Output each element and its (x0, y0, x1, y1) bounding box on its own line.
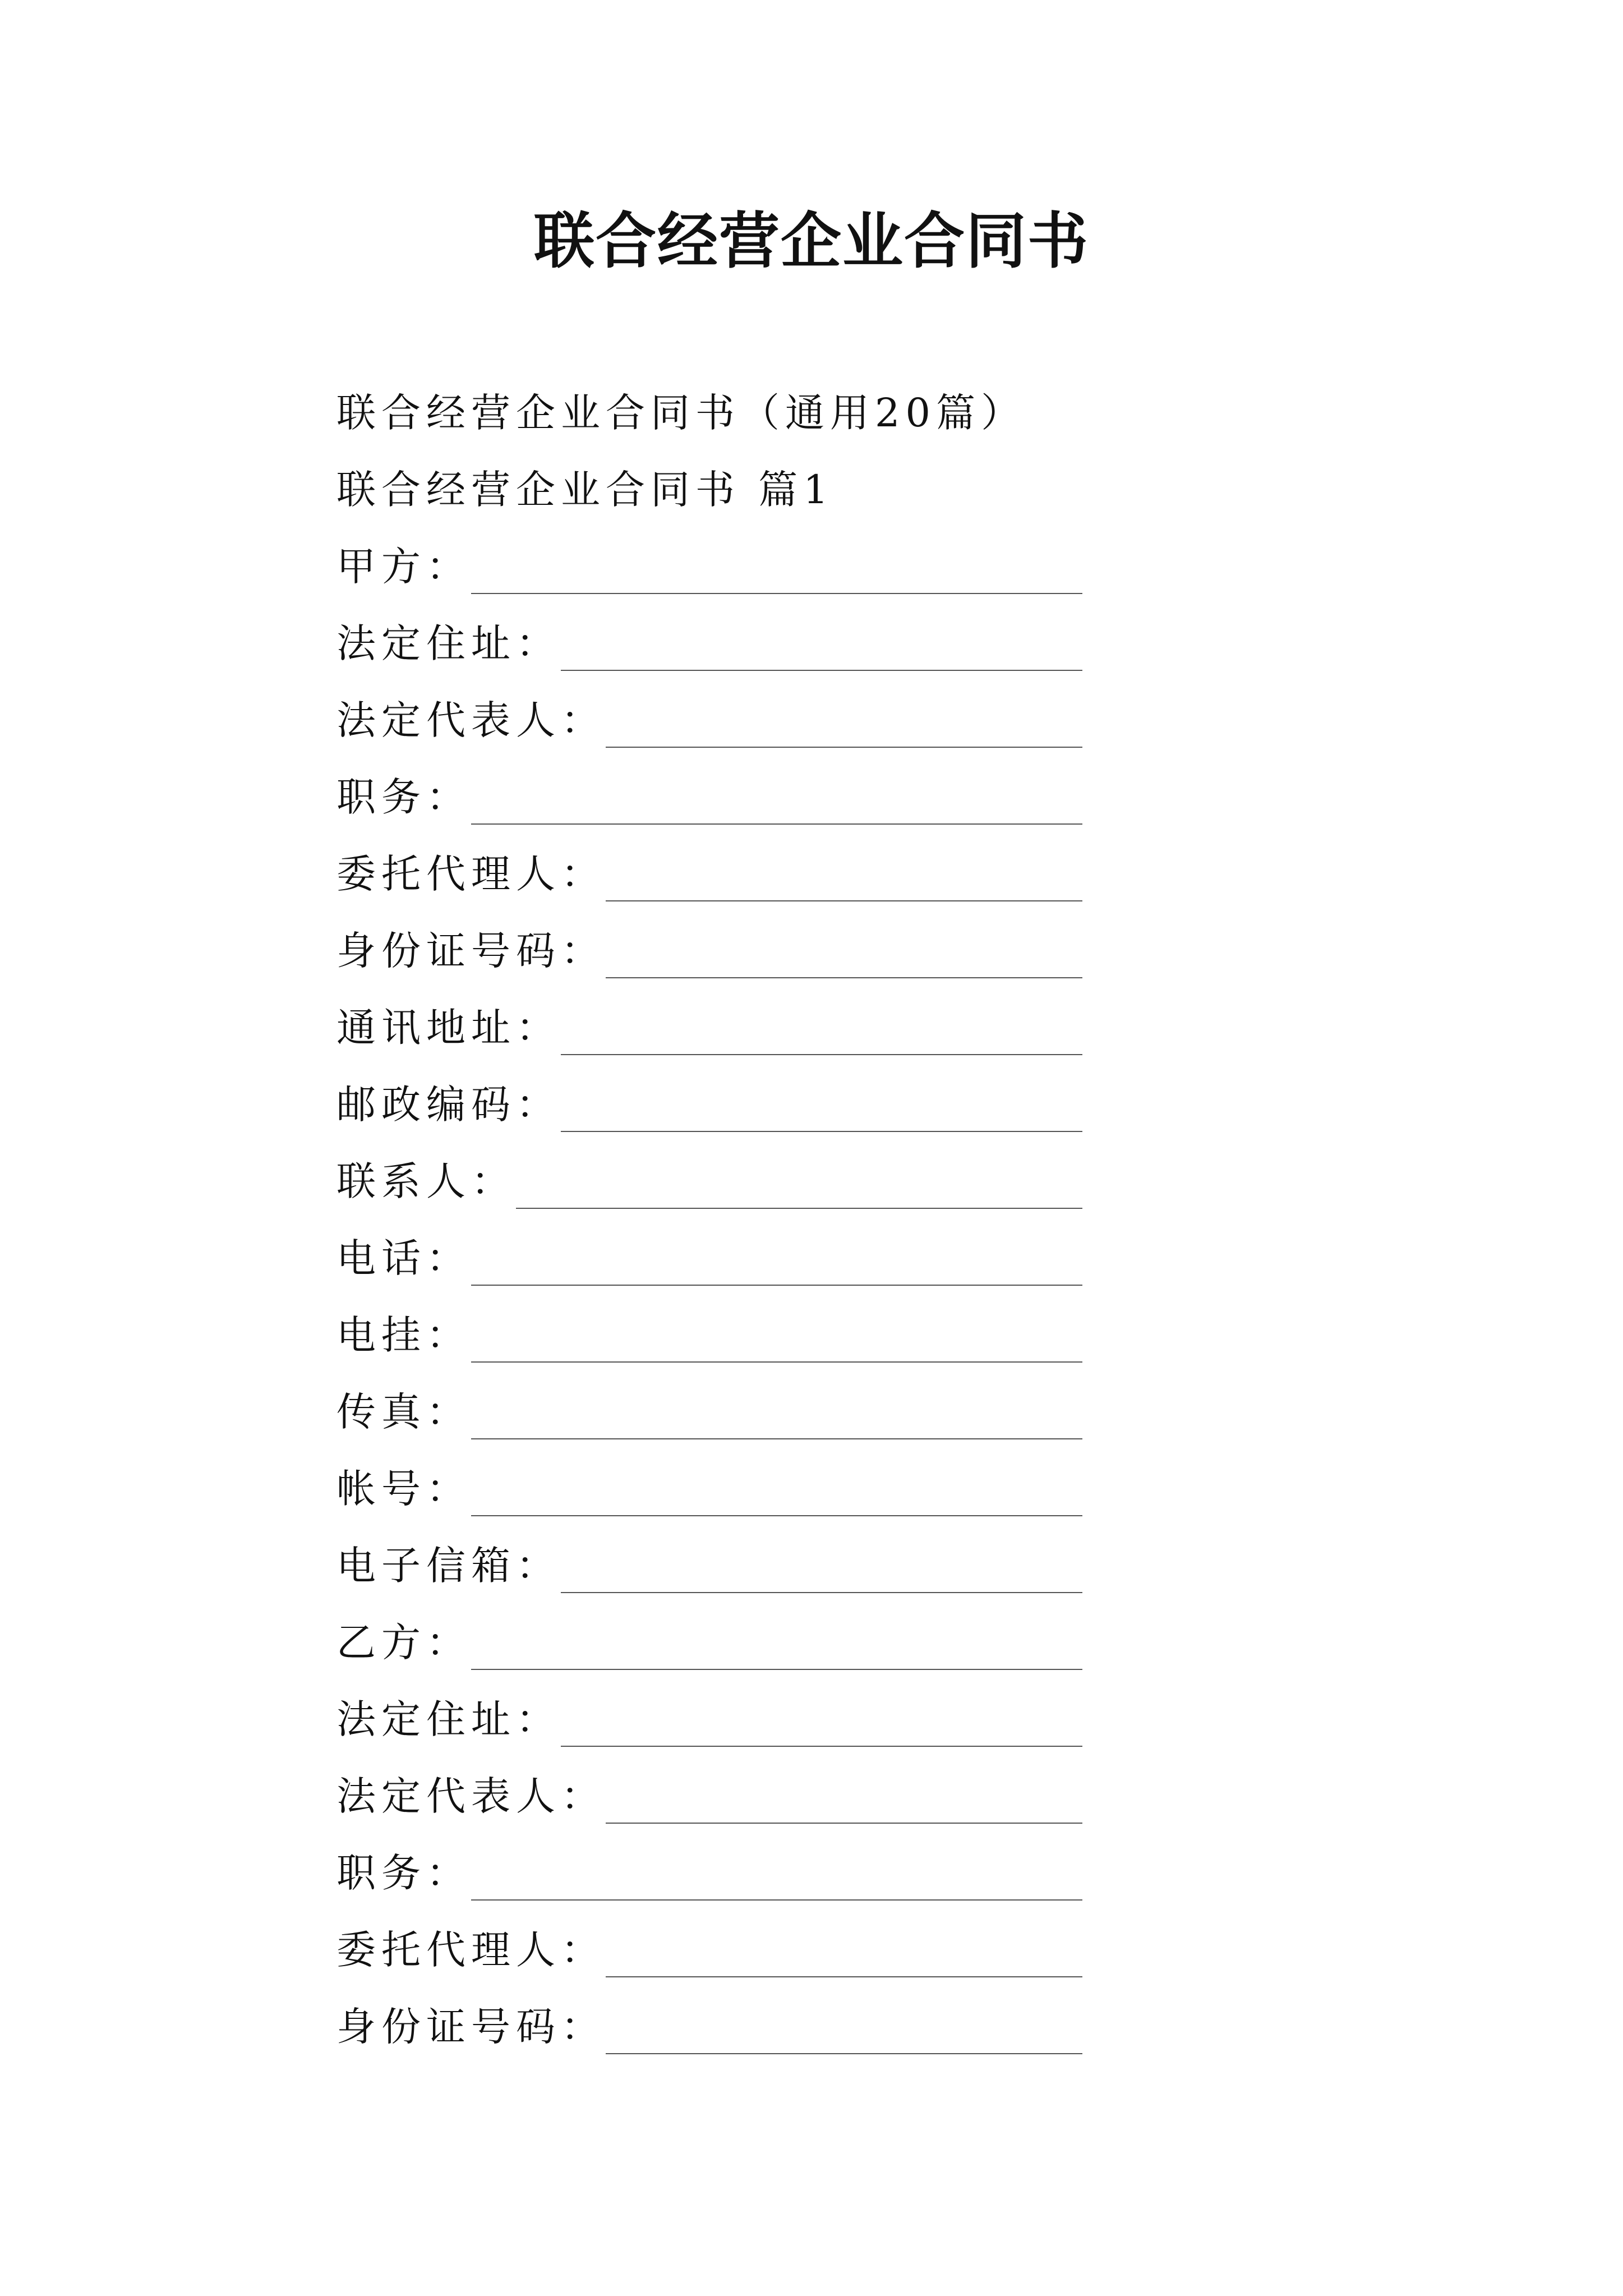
field-label: 电挂： (336, 1312, 471, 1358)
fill-in-blank (561, 1745, 1082, 1747)
field-label: 职务： (336, 1850, 471, 1896)
fill-in-blank (606, 900, 1082, 901)
field-label: 身份证号码： (336, 2004, 606, 2050)
field-label: 法定住址： (336, 620, 561, 666)
fill-in-blank (606, 746, 1082, 748)
fill-in-blank (516, 1207, 1082, 1209)
field-fax (336, 1374, 1082, 1451)
fill-in-blank (606, 2053, 1082, 2054)
field-label: 委托代理人： (336, 851, 606, 897)
field-contact-person (336, 1143, 1082, 1220)
field-position-b (336, 1835, 1082, 1912)
fill-in-blank (561, 1053, 1082, 1055)
field-label: 法定代表人： (336, 697, 606, 743)
field-legal-address (336, 605, 1082, 682)
field-label: 身份证号码： (336, 928, 606, 974)
fill-in-blank (606, 1822, 1082, 1824)
field-id-number (336, 913, 1082, 990)
field-label: 电话： (336, 1235, 471, 1281)
field-account (336, 1451, 1082, 1527)
subtitle-line: 联合经营企业合同书（通用20篇） (336, 390, 1026, 436)
field-party-a (336, 528, 1082, 605)
section-heading: 联合经营企业合同书 篇1 (336, 467, 834, 513)
field-id-number-b (336, 1989, 1082, 2065)
field-mailing-address (336, 990, 1082, 1066)
field-authorized-agent (336, 836, 1082, 913)
fill-in-blank (561, 1591, 1082, 1593)
field-label: 乙方： (336, 1619, 471, 1665)
field-label: 法定代表人： (336, 1773, 606, 1819)
field-telephone (336, 1220, 1082, 1297)
field-legal-representative-b (336, 1758, 1082, 1835)
fill-in-blank (471, 1515, 1082, 1516)
fill-in-blank (561, 1130, 1082, 1132)
field-label: 职务： (336, 774, 471, 820)
fill-in-blank (606, 977, 1082, 978)
field-label: 通讯地址： (336, 1005, 561, 1051)
fill-in-blank (561, 669, 1082, 671)
field-telegraph (336, 1297, 1082, 1374)
fill-in-blank (471, 1284, 1082, 1286)
field-legal-address-b (336, 1681, 1082, 1758)
field-postal-code (336, 1066, 1082, 1143)
field-label: 甲方： (336, 544, 471, 590)
fill-in-blank (471, 1361, 1082, 1363)
fill-in-blank (471, 1438, 1082, 1439)
fill-in-blank (471, 823, 1082, 825)
field-position (336, 759, 1082, 836)
field-label: 电子信箱： (336, 1543, 561, 1589)
field-party-b (336, 1604, 1082, 1681)
document-title: 联合经营企业合同书 (533, 206, 1089, 277)
field-email (336, 1527, 1082, 1604)
field-authorized-agent-b (336, 1912, 1082, 1989)
fill-in-blank (471, 1668, 1082, 1670)
field-label: 法定住址： (336, 1696, 561, 1742)
field-label: 委托代理人： (336, 1927, 606, 1973)
field-label: 联系人： (336, 1158, 516, 1204)
fill-in-blank (471, 592, 1082, 594)
field-label: 帐号： (336, 1466, 471, 1512)
document-body (336, 375, 1082, 2065)
fill-in-blank (606, 1976, 1082, 1977)
field-legal-representative (336, 682, 1082, 759)
fill-in-blank (471, 1899, 1082, 1901)
field-label: 邮政编码： (336, 1082, 561, 1128)
field-label: 传真： (336, 1389, 471, 1435)
